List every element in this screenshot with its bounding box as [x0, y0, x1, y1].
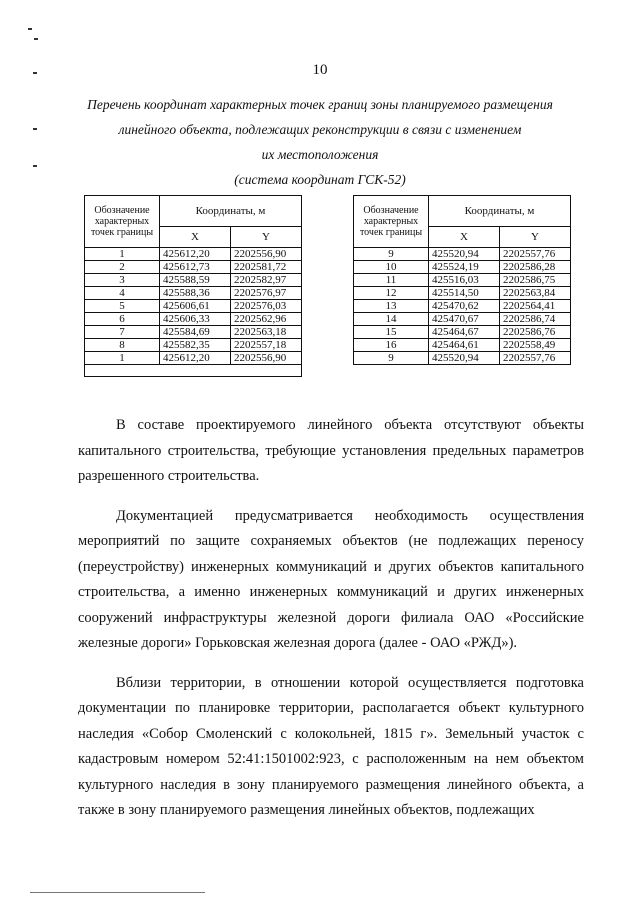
paragraph: Документацией предусматривается необходимость осуществления мероприятий по защите сохраняемых объектов (не подлежащих переносу (переустройству) инженерных коммуникаций и других объектов капитального строительства, а именно инженерных коммуникаций и других инженерных сооружений инфраструктуры железной дороги филиала ОАО «Российские железные дороги» Горьковская железная дорога (далее - ОАО «РЖД»). — [78, 507, 584, 651]
table-title — [60, 92, 580, 192]
header-x: X — [160, 227, 231, 248]
header-coordinates: Координаты, м — [160, 196, 302, 227]
x-cell: 425470,67 — [429, 313, 500, 326]
table-row — [354, 274, 571, 287]
point-cell: 12 — [354, 287, 429, 300]
table-row — [85, 261, 302, 274]
point-cell: 15 — [354, 326, 429, 339]
x-cell: 425464,67 — [429, 326, 500, 339]
y-cell: 2202586,74 — [500, 313, 571, 326]
table-row — [85, 274, 302, 287]
table-row — [85, 339, 302, 352]
y-cell: 2202562,96 — [231, 313, 302, 326]
empty-row — [85, 365, 302, 377]
point-cell: 16 — [354, 339, 429, 352]
coordinates-table-right — [353, 195, 571, 365]
y-cell: 2202582,97 — [231, 274, 302, 287]
point-cell: 2 — [85, 261, 160, 274]
point-cell: 9 — [354, 352, 429, 365]
scan-mark — [28, 28, 32, 30]
header-point: Обозначение характерных точек границы — [354, 196, 429, 248]
y-cell: 2202564,41 — [500, 300, 571, 313]
table-row — [85, 287, 302, 300]
y-cell: 2202586,76 — [500, 326, 571, 339]
table-row — [354, 261, 571, 274]
table-row — [85, 248, 302, 261]
y-cell: 2202557,18 — [231, 339, 302, 352]
y-cell: 2202563,84 — [500, 287, 571, 300]
y-cell: 2202586,28 — [500, 261, 571, 274]
x-cell: 425520,94 — [429, 352, 500, 365]
x-cell: 425612,20 — [160, 248, 231, 261]
y-cell: 2202581,72 — [231, 261, 302, 274]
table-row — [354, 352, 571, 365]
x-cell: 425514,50 — [429, 287, 500, 300]
table-row — [354, 339, 571, 352]
table-row — [85, 326, 302, 339]
y-cell: 2202576,03 — [231, 300, 302, 313]
header-y: Y — [231, 227, 302, 248]
point-cell: 9 — [354, 248, 429, 261]
point-cell: 6 — [85, 313, 160, 326]
y-cell: 2202557,76 — [500, 352, 571, 365]
x-cell: 425520,94 — [429, 248, 500, 261]
scan-mark — [33, 165, 37, 167]
footer-divider — [30, 892, 205, 893]
table-row — [354, 313, 571, 326]
point-cell: 5 — [85, 300, 160, 313]
header-point: Обозначение характерных точек границы — [85, 196, 160, 248]
x-cell: 425516,03 — [429, 274, 500, 287]
point-cell: 14 — [354, 313, 429, 326]
y-cell: 2202576,97 — [231, 287, 302, 300]
y-cell: 2202558,49 — [500, 339, 571, 352]
header-y: Y — [500, 227, 571, 248]
x-cell: 425612,73 — [160, 261, 231, 274]
table-row — [85, 352, 302, 365]
y-cell: 2202586,75 — [500, 274, 571, 287]
title-line: их местоположения — [261, 147, 379, 162]
point-cell: 3 — [85, 274, 160, 287]
paragraph: В составе проектируемого линейного объекта отсутствуют объекты капитального строительства, требующие установления предельных параметров разрешенного строительства. — [78, 417, 584, 484]
table-row — [354, 248, 571, 261]
x-cell: 425588,59 — [160, 274, 231, 287]
scan-mark — [33, 128, 37, 130]
x-cell: 425606,33 — [160, 313, 231, 326]
table-row — [85, 313, 302, 326]
table-row — [354, 287, 571, 300]
x-cell: 425584,69 — [160, 326, 231, 339]
point-cell: 11 — [354, 274, 429, 287]
x-cell: 425588,36 — [160, 287, 231, 300]
point-cell: 7 — [85, 326, 160, 339]
body-text — [78, 413, 584, 824]
page-number: 10 — [312, 62, 328, 78]
table-row — [85, 300, 302, 313]
header-coordinates: Координаты, м — [429, 196, 571, 227]
title-line: Перечень координат характерных точек границ зоны планируемого размещения — [87, 97, 553, 112]
x-cell: 425470,62 — [429, 300, 500, 313]
point-cell: 1 — [85, 248, 160, 261]
header-x: X — [429, 227, 500, 248]
y-cell: 2202563,18 — [231, 326, 302, 339]
y-cell: 2202557,76 — [500, 248, 571, 261]
scan-mark — [34, 38, 38, 40]
title-line: (система координат ГСК-52) — [234, 172, 406, 187]
point-cell: 4 — [85, 287, 160, 300]
x-cell: 425612,20 — [160, 352, 231, 365]
y-cell: 2202556,90 — [231, 248, 302, 261]
table-row — [354, 300, 571, 313]
point-cell: 1 — [85, 352, 160, 365]
point-cell: 8 — [85, 339, 160, 352]
x-cell: 425524,19 — [429, 261, 500, 274]
point-cell: 10 — [354, 261, 429, 274]
title-line: линейного объекта, подлежащих реконструкции в связи с изменением — [118, 122, 522, 137]
coordinates-table-left — [84, 195, 302, 377]
empty-cell — [85, 365, 302, 377]
y-cell: 2202556,90 — [231, 352, 302, 365]
table-row — [354, 326, 571, 339]
x-cell: 425582,35 — [160, 339, 231, 352]
x-cell: 425464,61 — [429, 339, 500, 352]
paragraph: Вблизи территории, в отношении которой осуществляется подготовка документации по планировке территории, располагается объект культурного наследия «Собор Смоленский с колокольней, 1815 г». Земельный участок с кадастровым номером 52:41:1501002:923, с расположенным на нем объектом культурного наследия в зону планируемого размещения линейного объекта, а также в зону планируемого размещения линейных объектов, подлежащих — [78, 674, 584, 818]
point-cell: 13 — [354, 300, 429, 313]
x-cell: 425606,61 — [160, 300, 231, 313]
